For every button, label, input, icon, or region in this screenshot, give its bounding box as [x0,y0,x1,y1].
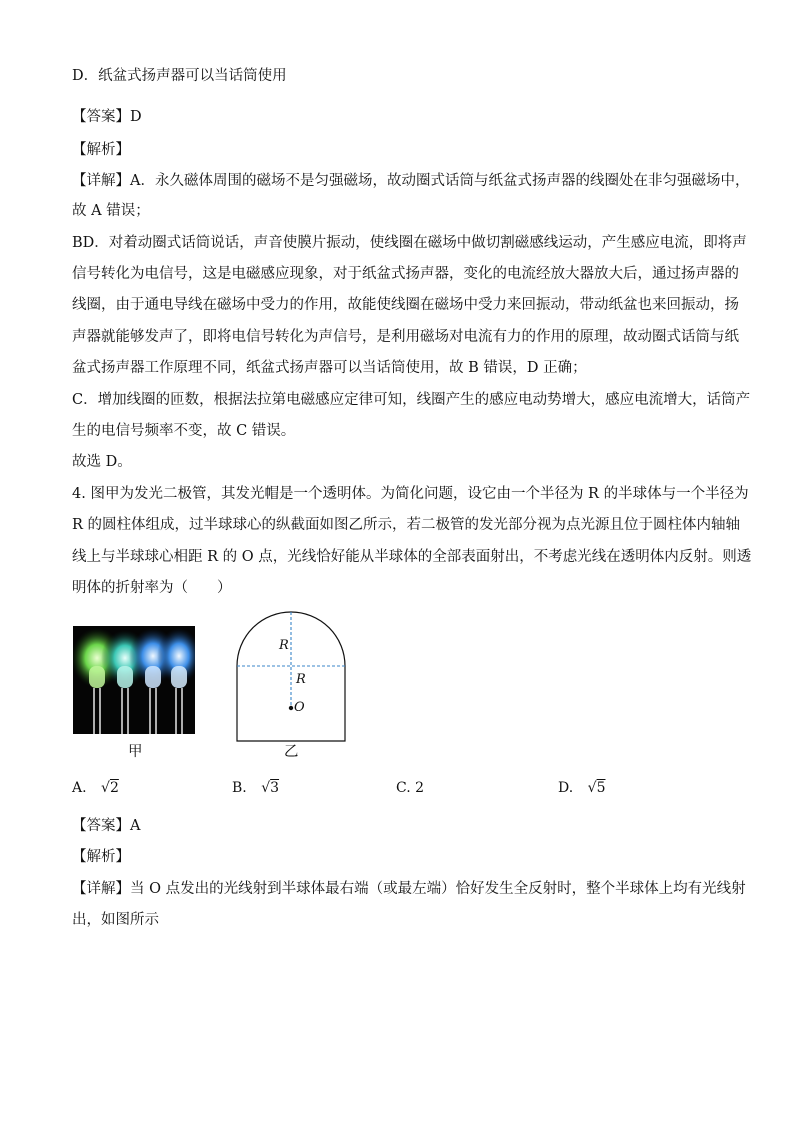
explanation-bd: 盆式扬声器工作原理不同，纸盆式扬声器可以当话筒使用，故 B 错误，D 正确； [72,360,587,376]
detail-text: 【详解】当 O 点发出的光线射到半球体最右端（或最左端）恰好发生全反射时，整个半球体上均有光线射 [72,881,746,897]
option-b-prefix: B. [232,780,247,796]
option-d [558,780,605,796]
label-radius-mid: R [296,672,306,687]
option-b [232,780,279,796]
explanation-bd: 信号转化为电信号，这是电磁感应现象，对于纸盆式扬声器，变化的电流经放大器放大后，通过扬声器的 [72,266,739,282]
option-c: C. 2 [396,780,425,796]
detail-text: 故 A 错误； [72,203,150,219]
question-4-text: 4. 图甲为发光二极管，其发光帽是一个透明体。为简化问题，设它由一个半径为 R 的半球体与一个半径为 [72,486,749,502]
led-photo-image [73,626,195,734]
analysis-label: 【解析】 [72,142,130,158]
sqrt-icon: √ [101,780,110,796]
detail-text: 出，如图所示 [72,912,159,928]
cross-section-diagram [230,608,352,748]
option-a-value: 2 [109,780,119,796]
analysis-label: 【解析】 [72,849,130,865]
explanation-c: C．增加线圈的匝数，根据法拉第电磁感应定律可知，线圈产生的感应电动势增大，感应电流增大，话筒产 [72,392,751,408]
sqrt-icon: √ [587,780,597,796]
option-a-prefix: A. [72,780,87,796]
explanation-c: 生的电信号频率不变，故 C 错误。 [72,423,296,439]
explanation-bd: 声器就能够发声了，即将电信号转化为声信号，是利用磁场对电流有力的作用的原理，故动圈式话筒与纸 [72,329,739,345]
figure-yi-caption: 乙 [284,744,299,760]
detail-text: 【详解】A．永久磁体周围的磁场不是匀强磁场，故动圈式话筒与纸盆式扬声器的线圈处在非匀强磁场中， [72,173,750,189]
explanation-bd: 线圈，由于通电导线在磁场中受力的作用，故能使线圈在磁场中受力来回振动，带动纸盆也来回振动，扬 [72,297,739,313]
answer-label: 【答案】A [72,818,141,834]
question-4-text: R 的圆柱体组成，过半球球心的纵截面如图乙所示，若二极管的发光部分视为点光源且位于圆柱体内轴轴 [72,517,741,533]
conclusion-text: 故选 D。 [72,454,132,470]
cross-section-svg [230,608,352,748]
figure-jia-caption: 甲 [128,744,143,760]
label-point-o: O [294,700,305,715]
option-d-value: 5 [596,780,606,796]
option-b-value: 3 [270,780,280,796]
option-a [72,780,119,796]
question-4-text: 线上与半球球心相距 R 的 O 点，光线恰好能从半球体的全部表面射出，不考虑光线在透明体内反射。则透 [72,549,752,565]
sqrt-icon: √ [261,780,271,796]
led-photo [73,626,195,734]
option-d-text: D．纸盆式扬声器可以当话筒使用 [72,68,287,84]
answer-label: 【答案】D [72,109,142,125]
label-radius-top: R [279,638,289,653]
option-d-prefix: D. [558,780,574,796]
question-4-text: 明体的折射率为（ ） [72,580,232,596]
explanation-bd: BD．对着动圈式话筒说话，声音使膜片振动，使线圈在磁场中做切割磁感线运动，产生感应电流，即将声 [72,235,747,251]
